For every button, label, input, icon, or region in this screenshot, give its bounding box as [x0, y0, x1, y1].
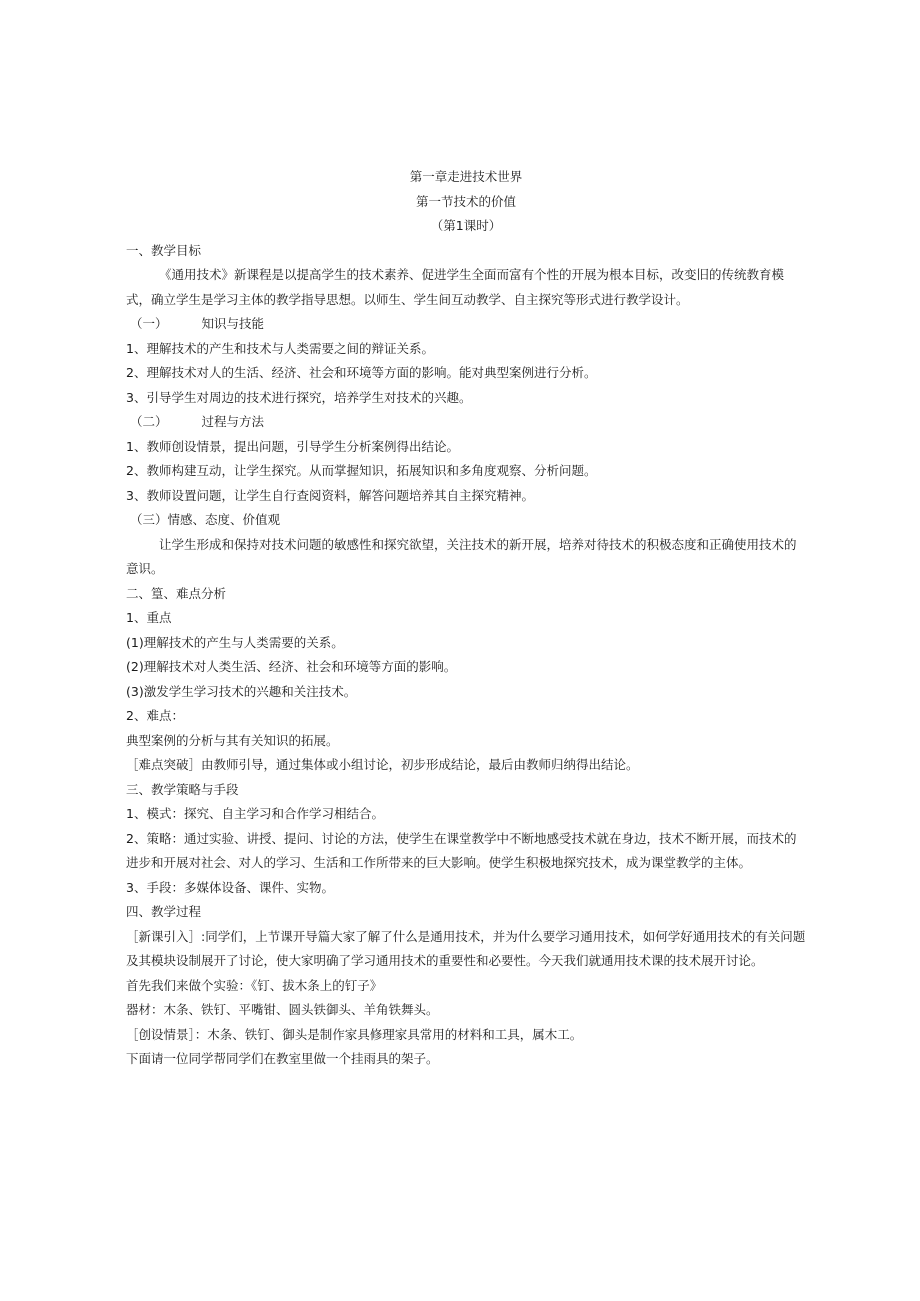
subheading-attitude-values: （三）情感、态度、价值观 — [130, 512, 281, 527]
chapter-title: 第一章走进技术世界 — [409, 169, 523, 184]
experiment-text: 首先我们来做个实验：《钉、拔木条上的钉子》 — [126, 977, 383, 993]
closing-text: 下面请一位同学帮同学们在教室里做一个挂雨具的架子。 — [126, 1051, 439, 1066]
heading-key-difficult-points: 二、篁、难点分析 — [126, 585, 227, 601]
subheading-label: 过程与方法 — [201, 414, 265, 429]
subheading-label: 知识与技能 — [201, 316, 265, 331]
list-item: 2、策略：通过实验、讲授、提问、讨论的方法，使学生在课堂教学中不断地感受技术就在身边，技术不断开展，而技术的进步和开展对社会、对人的学习、生活和工作所带来的巨大影响。使学生积极地探究技术，成为课堂教学的主体。 — [126, 830, 797, 870]
key-points-heading: 1、重点 — [126, 610, 172, 625]
materials-text: 器材：木条、铁钉、平嘴钳、圆头铁御头、羊角铁舞头。 — [126, 1002, 439, 1017]
list-item: (3)激发学生学习技术的兴趣和关注技术。 — [126, 683, 357, 699]
goals-intro-paragraph: 《通用技术》新课程是以提高学生的技术素养、促进学生全面而富有个性的开展为根本目标，改变旧的传统教育模式，确立学生是学习主体的教学指导思想。以师生、学生间互动教学、自主探究等形式进行教学设计。 — [126, 267, 785, 307]
difficult-points-heading: 2、难点： — [126, 708, 184, 723]
subheading-number: （一） — [130, 316, 168, 331]
list-item: 1、教师创设情景，提出问题，引导学生分析案例得出结论。 — [126, 438, 459, 454]
heading-strategies: 三、教学策略与手段 — [126, 781, 239, 797]
lesson-number: （第1课时） — [430, 218, 502, 233]
difficult-points-text: 典型案例的分析与其有关知识的拓展。 — [126, 732, 339, 748]
intro-paragraph: ［新课引入］:同学们，上节课开导篇大家了解了什么是通用技术，并为什么要学习通用技术，如何学好通用技术的有关问题及其模块设制展开了讨论，使大家明确了学习通用技术的重要性和必要性。今天我们就通用技术课的技术展开讨论。 — [126, 928, 806, 968]
list-item: 1、理解技术的产生和技术与人类需要之间的辩证关系。 — [126, 340, 434, 356]
breakthrough-text: ［难点突破］由教师引导，通过集体或小组讨论，初步形成结论，最后由教师归纳得出结论。 — [126, 757, 639, 772]
list-item: 3、手段：多媒体设备、课件、实物。 — [126, 879, 334, 895]
list-item: 1、模式：探究、自主学习和合作学习相结合。 — [126, 806, 384, 821]
section-title: 第一节技术的价值 — [415, 193, 516, 209]
list-item: 2、理解技术对人的生活、经济、社会和环境等方面的影响。能对典型案例进行分析。 — [126, 365, 597, 380]
subheading-process-methods — [126, 410, 806, 435]
list-item: 2、教师构建互动，让学生探究。从而掌握知识，拓展知识和多角度观察、分析问题。 — [126, 463, 597, 478]
subheading-knowledge-skills — [126, 312, 806, 337]
list-item: (1)理解技术的产生与人类需要的关系。 — [126, 634, 344, 650]
heading-teaching-goals: 一、教学目标 — [126, 242, 202, 258]
list-item: 3、教师设置问题，让学生自行查阅资料，解答问题培养其自主探究精神。 — [126, 487, 534, 503]
list-item: 3、引导学生对周边的技术进行探究，培养学生对技术的兴趣。 — [126, 389, 472, 405]
document-body — [126, 165, 806, 1072]
heading-teaching-process: 四、教学过程 — [126, 904, 202, 919]
scenario-text: ［创设情景］：木条、铁钉、御头是制作家具修理家具常用的材料和工具，属木工。 — [126, 1026, 583, 1042]
subheading-number: （二） — [130, 414, 168, 429]
list-item: (2)理解技术对人类生活、经济、社会和环境等方面的影响。 — [126, 659, 457, 674]
attitude-paragraph: 让学生形成和保持对技术问题的敏感性和探究欲望，关注技术的新开展，培养对待技术的积极态度和正确使用技术的意识。 — [126, 536, 797, 576]
